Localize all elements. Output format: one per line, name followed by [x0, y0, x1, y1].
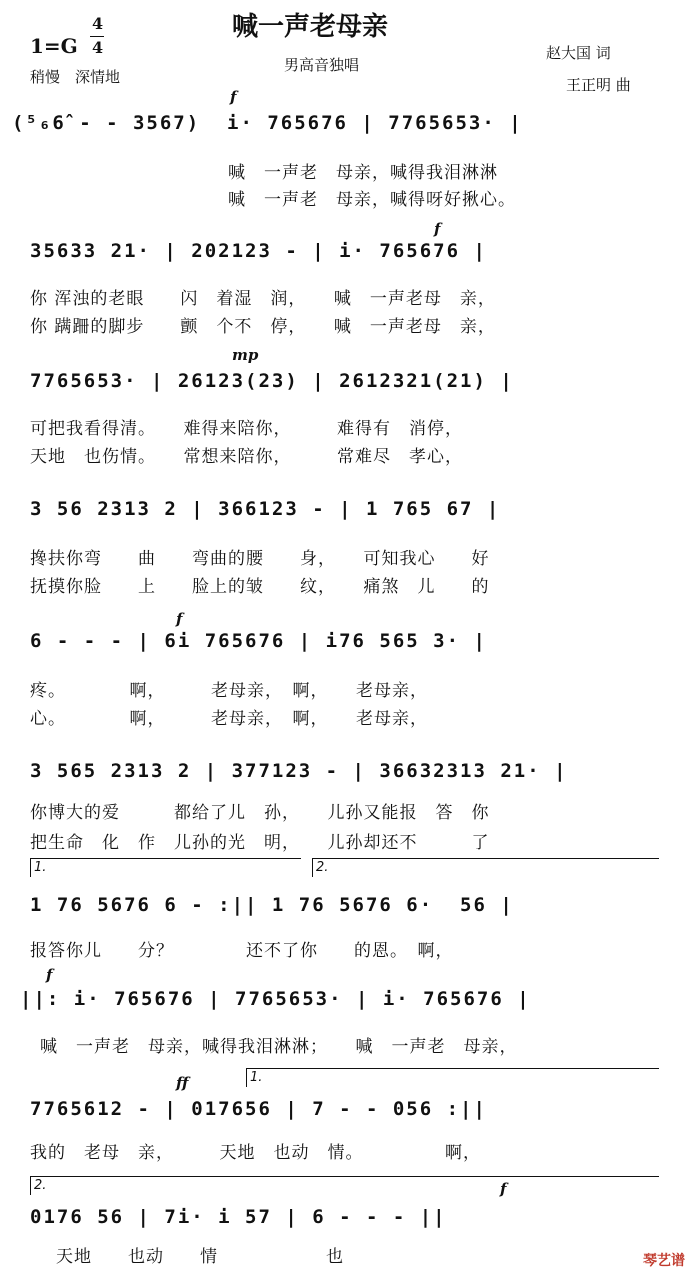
lyric-verse-2: 心。 啊， 老母亲， 啊， 老母亲，	[30, 709, 428, 729]
volta-2-bracket	[30, 1176, 659, 1195]
notation-line: 35633 21· | 202123 - | i· 765676 |	[30, 240, 487, 262]
notation-line: 3 56 2313 2 | 366123 - | 1 765 67 |	[30, 498, 501, 520]
lyric-verse-1: 可把我看得清。 难得来陪你， 难得有 消停，	[30, 419, 463, 439]
time-signature-bottom: 4	[92, 38, 104, 57]
lyric-verse-1: 喊 一声老 母亲，喊得我泪淋淋； 喊 一声老 母亲，	[40, 1037, 518, 1057]
notation-line: 7765653· | 26123(23) | 2612321(21) |	[30, 370, 514, 392]
dynamic-mark: f	[500, 1180, 507, 1198]
dynamic-mark: f	[434, 220, 441, 238]
lyric-verse-1: 喊 一声老 母亲，喊得我泪淋淋	[228, 163, 498, 183]
lyric-verse-2: 把生命 化 作 儿孙的光 明， 儿孙却还不 了	[30, 833, 490, 853]
composer: 王正明 曲	[566, 76, 631, 94]
time-signature-divider	[90, 36, 104, 37]
lyric-verse-1: 搀扶你弯 曲 弯曲的腰 身， 可知我心 好	[30, 549, 490, 569]
dynamic-mark: ff	[176, 1074, 189, 1092]
volta-1-bracket	[246, 1068, 659, 1087]
lyric-verse-1: 你博大的爱 都给了儿 孙， 儿孙又能报 答 你	[30, 803, 490, 823]
volta-1-label: 1.	[250, 1070, 263, 1085]
lyric-verse-1: 我的 老母 亲， 天地 也动 情。 啊，	[30, 1143, 481, 1163]
notation-line: (⁵₆6̂ - - 3567) i· 765676 | 7765653· |	[12, 112, 523, 134]
notation-line: ||: i· 765676 | 7765653· | i· 765676 |	[20, 988, 531, 1010]
lyric-verse-2: 抚摸你脸 上 脸上的皱 纹， 痛煞 儿 的	[30, 577, 490, 597]
lyricist: 赵大国 词	[546, 44, 611, 62]
lyric-verse-1: 你 浑浊的老眼 闪 着湿 润， 喊 一声老母 亲，	[30, 289, 496, 309]
dynamic-mark: f	[46, 966, 53, 984]
lyric-verse-2: 喊 一声老 母亲，喊得呀好揪心。	[228, 190, 516, 210]
key-signature: 1=G	[30, 34, 78, 58]
time-signature-top: 4	[92, 14, 104, 33]
notation-line: 6 - - - | 6i 765676 | i76 565 3· |	[30, 630, 487, 652]
tempo-marking: 稍慢 深情地	[30, 68, 121, 86]
notation-line: 3 565 2313 2 | 377123 - | 36632313 21· |	[30, 760, 568, 782]
dynamic-mark: f	[176, 610, 183, 628]
volta-1-label: 1.	[34, 860, 47, 875]
volta-2-label: 2.	[316, 860, 329, 875]
volta-1-bracket	[30, 858, 301, 877]
dynamic-mark: mp	[232, 346, 259, 364]
lyric-verse-1: 报答你儿 分？ 还不了你 的恩。 啊，	[30, 941, 454, 961]
volta-2-bracket	[312, 858, 659, 877]
lyric-verse-1: 天地 也动 情 也	[56, 1247, 344, 1267]
performer: 男高音独唱	[284, 56, 360, 74]
volta-2-label: 2.	[34, 1178, 47, 1193]
notation-line: 1 76 5676 6 - :|| 1 76 5676 6· 56 |	[30, 894, 514, 916]
dynamic-mark: f	[230, 88, 237, 106]
watermark-logo: 琴艺谱	[643, 1253, 685, 1269]
page-title: 喊一声老母亲	[232, 12, 389, 42]
notation-line: 7765612 - | 017656 | 7 - - 056 :||	[30, 1098, 487, 1120]
lyric-verse-1: 疼。 啊， 老母亲， 啊， 老母亲，	[30, 681, 428, 701]
lyric-verse-2: 你 蹒跚的脚步 颤 个不 停， 喊 一声老母 亲，	[30, 317, 496, 337]
lyric-verse-2: 天地 也伤情。 常想来陪你， 常难尽 孝心，	[30, 447, 463, 467]
notation-line: 0176 56 | 7i· i 57 | 6 - - - ||	[30, 1206, 447, 1228]
